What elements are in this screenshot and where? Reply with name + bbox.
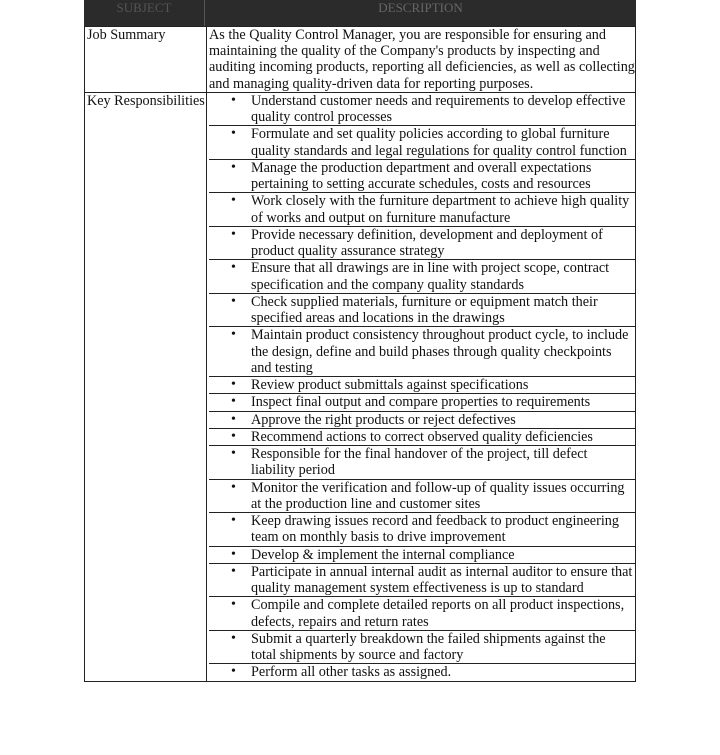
responsibility-item: • Recommend actions to correct observed quality deficiencies — [209, 429, 635, 446]
responsibility-item: • Inspect final output and compare properties to requirements — [209, 394, 635, 411]
responsibility-item: • Manage the production department and overall expectations pertaining to setting accurate schedules, costs and resources — [209, 160, 635, 194]
responsibility-item: • Approve the right products or reject defectives — [209, 412, 635, 429]
header-description: DESCRIPTION — [378, 0, 463, 15]
key-responsibilities-cell — [207, 92, 636, 681]
responsibility-item: • Monitor the verification and follow-up of quality issues occurring at the production line and customer sites — [209, 480, 635, 514]
responsibility-item: • Understand customer needs and requirements to develop effective quality control processes — [209, 93, 635, 127]
responsibility-item: • Submit a quarterly breakdown the failed shipments against the total shipments by source and factory — [209, 631, 635, 665]
responsibilities-list — [209, 93, 635, 681]
job-summary-text: As the Quality Control Manager, you are responsible for ensuring and maintaining the quality of the Company's products by inspecting and auditing incoming products, reporting all deficiencies, as well as collecting and managing quality-driven data for reporting purposes. — [207, 27, 636, 93]
responsibility-item: • Maintain product consistency throughout product cycle, to include the design, define and build phases through quality checkpoints and testing — [209, 327, 635, 377]
responsibility-item: • Provide necessary definition, development and deployment of product quality assurance strategy — [209, 227, 635, 261]
responsibility-item: • Keep drawing issues record and feedback to product engineering team on monthly basis to drive improvement — [209, 513, 635, 547]
responsibility-item: • Ensure that all drawings are in line with project scope, contract specification and the company quality standards — [209, 260, 635, 294]
table-header — [84, 0, 636, 26]
responsibility-item: • Develop & implement the internal compliance — [209, 547, 635, 564]
responsibility-item: • Work closely with the furniture department to achieve high quality of works and output on furniture manufacture — [209, 193, 635, 227]
responsibility-item: • Compile and complete detailed reports on all product inspections, defects, repairs and return rates — [209, 597, 635, 631]
responsibility-item: • Participate in annual internal audit as internal auditor to ensure that quality management system effectiveness is up to standard — [209, 564, 635, 598]
responsibility-item: • Formulate and set quality policies according to global furniture quality standards and legal regulations for quality control function — [209, 126, 635, 160]
job-description-table — [84, 26, 636, 682]
job-summary-label: Job Summary — [85, 27, 207, 93]
key-responsibilities-label: Key Responsibilities — [85, 92, 207, 681]
header-subject: SUBJECT — [84, 0, 205, 26]
table-row — [85, 92, 636, 681]
job-description-document — [84, 0, 636, 682]
table-row — [85, 27, 636, 93]
responsibility-item: • Perform all other tasks as assigned. — [209, 664, 635, 680]
responsibility-item: • Review product submittals against specifications — [209, 377, 635, 394]
responsibility-item: • Check supplied materials, furniture or equipment match their specified areas and locations in the drawings — [209, 294, 635, 328]
responsibility-item: • Responsible for the final handover of the project, till defect liability period — [209, 446, 635, 480]
